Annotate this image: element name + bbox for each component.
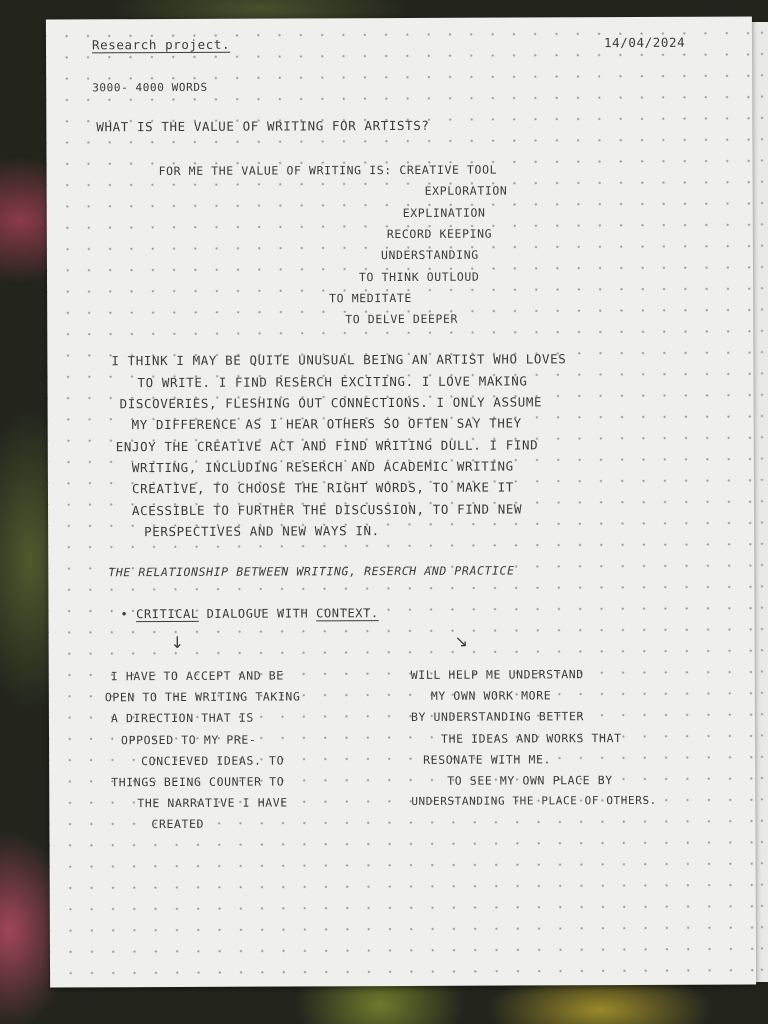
bullet-critical: CRITICAL: [136, 606, 199, 622]
paragraph-line: MY DIFFERENCE AS I HEAR OTHERS SO OFTEN SAY THEY: [131, 415, 522, 433]
value-item: TO DELVE DEEPER: [345, 311, 459, 327]
paragraph-line: DISCOVERIES, FLESHING OUT CONNECTIONS. I ONLY ASSUME: [119, 394, 543, 412]
left-column-line: OPPOSED TO MY PRE-: [121, 732, 257, 748]
left-column-line: A DIRECTION THAT IS: [110, 710, 254, 726]
left-column-line: THE NARRATIVE I HAVE: [137, 795, 288, 811]
paragraph-line: ACESSIBLE TO FURTHER THE DISCUSSION, TO FIND NEW: [132, 501, 523, 519]
bullet-context: CONTEXT.: [316, 606, 379, 621]
relationship-heading: THE RELATIONSHIP BETWEEN WRITING, RESERCH AND PRACTICE: [108, 563, 515, 580]
paragraph-line: ENJOY THE CREATIVE ACT AND FIND WRITING DULL. I FIND: [115, 437, 539, 455]
bullet-marker: •: [120, 607, 129, 622]
right-column-line: TO SEE MY OWN PLACE BY: [447, 773, 613, 788]
paragraph-line: PERSPECTIVES AND NEW WAYS IN.: [144, 523, 380, 540]
right-column-line: WILL HELP ME UNDERSTAND: [410, 667, 584, 682]
value-intro: FOR ME THE VALUE OF WRITING IS: CREATIVE TOOL: [158, 162, 498, 179]
paragraph-line: TO WRITE. I FIND RESERCH EXCITING. I LOVE MAKING: [137, 373, 528, 391]
value-item: RECORD KEEPING: [386, 226, 493, 242]
right-column-line: MY OWN WORK MORE: [430, 688, 552, 703]
paragraph-line: CREATIVE, TO CHOOSE THE RIGHT WORDS, TO MAKE IT: [131, 479, 514, 497]
left-column-line: I HAVE TO ACCEPT AND BE: [110, 668, 284, 684]
value-item: EXPLINATION: [402, 205, 486, 220]
bullet-critical-dialogue: [120, 606, 378, 621]
page-title: Research project.: [91, 36, 231, 53]
arrow-down-right-icon: ↘: [454, 631, 469, 651]
arrow-down-icon: ↓: [170, 632, 185, 653]
value-item: EXPLORATION: [424, 183, 508, 198]
word-count: 3000- 4000 WORDS: [92, 80, 208, 95]
value-item: TO MEDITATE: [329, 290, 412, 306]
left-column-line: CONCIEVED IDEAS. TO: [141, 753, 285, 769]
value-item: TO THINK OUTLOUD: [358, 269, 480, 285]
right-column-line: UNDERSTANDING THE PLACE OF OTHERS.: [411, 793, 657, 808]
page-date: 14/04/2024: [603, 34, 686, 51]
right-column-line: THE IDEAS AND WORKS THAT: [441, 731, 622, 746]
paragraph-line: I THINK I MAY BE QUITE UNUSUAL BEING AN ARTIST WHO LOVES: [111, 351, 567, 369]
left-column-line: CREATED: [151, 816, 205, 832]
question-heading: WHAT IS THE VALUE OF WRITING FOR ARTISTS?: [96, 117, 430, 135]
paragraph-line: WRITING, INCLUDING RESERCH AND ACADEMIC WRITING: [131, 458, 514, 476]
value-item: UNDERSTANDING: [380, 247, 479, 263]
right-column-line: RESONATE WITH ME.: [423, 752, 552, 767]
left-column-line: THINGS BEING COUNTER TO: [111, 774, 285, 790]
bullet-dialogue: DIALOGUE WITH: [206, 606, 309, 621]
notebook-page: [46, 16, 756, 987]
left-column-line: OPEN TO THE WRITING TAKING: [104, 689, 301, 705]
right-column-line: BY UNDERSTANDING BETTER: [410, 709, 585, 724]
